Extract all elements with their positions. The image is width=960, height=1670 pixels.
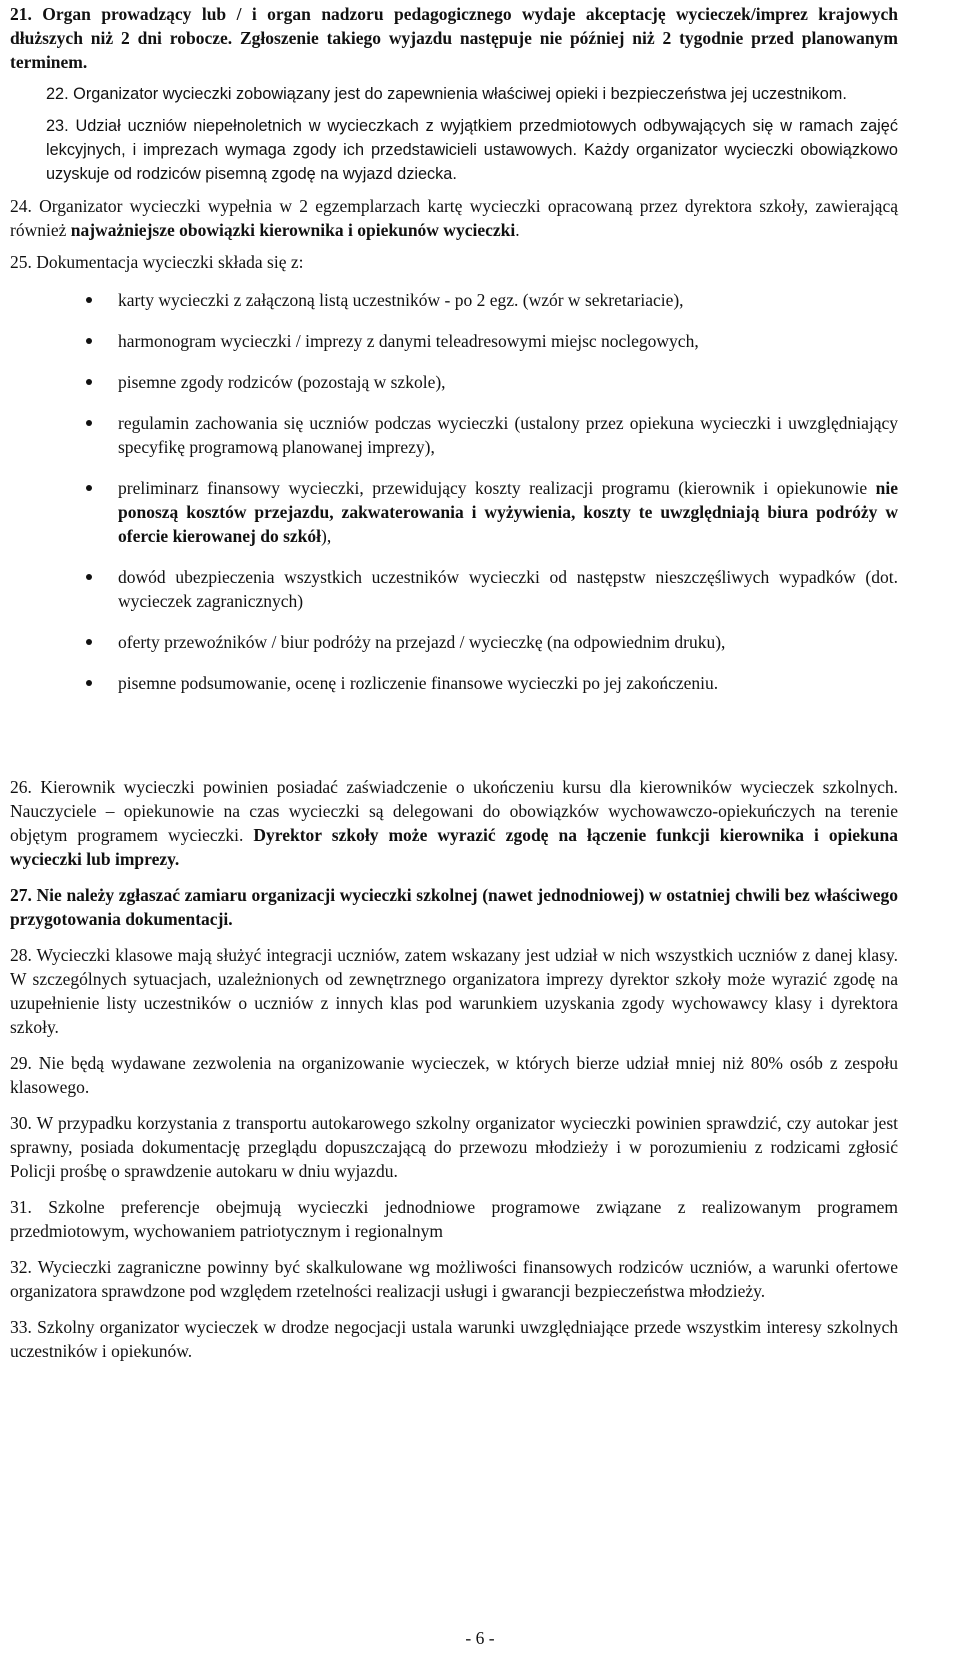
- bullet-icon: [86, 379, 92, 385]
- bullet-icon: [86, 338, 92, 344]
- paragraph-32: 32. Wycieczki zagraniczne powinny być skalkulowane wg możliwości finansowych rodziców uczniów, a warunki ofertowe organizatora sprawdzone pod względem rzetelności realizacji usługi i gwarancji bezpieczeństwa młodzieży.: [10, 1257, 898, 1301]
- bullet-icon: [86, 485, 92, 491]
- list-item-bold: nie ponoszą kosztów przejazdu, zakwaterowania i wyżywienia, koszty te uwzględniają biura podróży w ofercie kierowanej do szkół: [118, 478, 898, 546]
- paragraph-22: 22. Organizator wycieczki zobowiązany jest do zapewnienia właściwej opieki i bezpieczeństwa jej uczestnikom.: [46, 85, 847, 103]
- paragraph-21: 21. Organ prowadzący lub / i organ nadzoru pedagogicznego wydaje akceptację wycieczek/imprez krajowych dłuższych niż 2 dni robocze. Zgłoszenie takiego wyjazdu następuje nie później niż 2 tygodnie przed planowanym terminem.: [10, 4, 898, 72]
- paragraph-24-end: .: [515, 220, 520, 240]
- paragraph-31: 31. Szkolne preferencje obejmują wycieczki jednodniowe programowe związane z realizowanym programem przedmiotowym, wychowaniem patriotycznym i regionalnym: [10, 1197, 898, 1241]
- bullet-icon: [86, 639, 92, 645]
- paragraph-24-bold: najważniejsze obowiązki kierownika i opiekunów wycieczki: [70, 220, 516, 240]
- paragraph-28: 28. Wycieczki klasowe mają służyć integracji uczniów, zatem wskazany jest udział w nich wszystkich uczniów z danej klasy. W szczególnych sytuacjach, uzależnionych od zewnętrznego organizatora imprezy dyrektor szkoły może wyrazić zgodę na uzupełnienie listy uczestników o uczniów z innych klas pod warunkiem uzyskania zgody wychowawcy klasy i dyrektora szkoły.: [10, 945, 898, 1037]
- paragraph-29: 29. Nie będą wydawane zezwolenia na organizowanie wycieczek, w których bierze udział mniej niż 80% osób z zespołu klasowego.: [10, 1053, 898, 1097]
- list-item: [10, 370, 898, 394]
- list-item: [10, 565, 898, 613]
- list-item: [10, 671, 898, 695]
- list-item-text: oferty przewoźników / biur podróży na przejazd / wycieczkę (na odpowiednim druku),: [118, 632, 726, 652]
- bullet-icon: [86, 420, 92, 426]
- paragraph-33: 33. Szkolny organizator wycieczek w drodze negocjacji ustala warunki uwzględniające przede wszystkim interesy szkolnych uczestników i opiekunów.: [10, 1317, 898, 1361]
- list-item-text: pisemne podsumowanie, ocenę i rozliczenie finansowe wycieczki po jej zakończeniu.: [118, 673, 719, 693]
- list-item: [10, 630, 898, 654]
- bullet-icon: [86, 680, 92, 686]
- list-item-text: pisemne zgody rodziców (pozostają w szkole),: [118, 372, 446, 392]
- list-item-text: harmonogram wycieczki / imprezy z danymi teleadresowymi miejsc noclegowych,: [118, 331, 699, 351]
- paragraph-26-bold: Dyrektor szkoły może wyrazić zgodę na łączenie funkcji kierownika i opiekuna wycieczki lub imprezy.: [10, 825, 898, 869]
- list-item-text: preliminarz finansowy wycieczki, przewidujący koszty realizacji programu (kierownik i opiekunowie: [118, 478, 876, 498]
- list-item: [10, 411, 898, 459]
- list-item-text: dowód ubezpieczenia wszystkich uczestników wycieczki od następstw nieszczęśliwych wypadków (dot. wycieczek zagranicznych): [118, 567, 898, 611]
- bullet-icon: [86, 574, 92, 580]
- documentation-list: [10, 288, 898, 695]
- list-item: [10, 476, 898, 548]
- list-item: [10, 288, 898, 312]
- paragraph-27: 27. Nie należy zgłaszać zamiaru organizacji wycieczki szkolnej (nawet jednodniowej) w ostatniej chwili bez właściwego przygotowania dokumentacji.: [10, 885, 898, 929]
- paragraph-24-text: 24. Organizator wycieczki wypełnia w 2 egzemplarzach kartę wycieczki opracowaną przez dyrektora szkoły, zawierającą również: [10, 196, 898, 240]
- list-item-text: karty wycieczki z załączoną listą uczestników - po 2 egz. (wzór w sekretariacie),: [118, 290, 684, 310]
- paragraph-26-text: 26. Kierownik wycieczki powinien posiadać zaświadczenie o ukończeniu kursu dla kierowników wycieczek szkolnych. Nauczyciele – opiekunowie na czas wycieczki są delegowani do obowiązków wychowawczo-opiekuńczych na terenie objętym programem wycieczki.: [10, 777, 898, 845]
- list-item: [10, 329, 898, 353]
- list-item-text: regulamin zachowania się uczniów podczas wycieczki (ustalony przez opiekuna wycieczki i uwzględniający specyfikę programową planowanej imprezy),: [118, 413, 898, 457]
- paragraph-30: 30. W przypadku korzystania z transportu autokarowego szkolny organizator wycieczki powinien sprawdzić, czy autokar jest sprawny, posiada dokumentację przeglądu dopuszczającą do przewozu młodzieży i w porozumieniu z rodzicami zgłosić Policji prośbę o sprawdzenie autokaru w dniu wyjazdu.: [10, 1113, 898, 1181]
- page-number: - 6 -: [465, 1628, 495, 1648]
- list-item-end: ),: [321, 526, 332, 546]
- paragraph-26: [10, 775, 898, 871]
- document-page: [10, 2, 898, 1363]
- paragraph-23: 23. Udział uczniów niepełnoletnich w wycieczkach z wyjątkiem przedmiotowych odbywających się w ramach zajęć lekcyjnych, i imprezach wymaga zgody ich przedstawicieli ustawowych. Każdy organizator wycieczki obowiązkowo uzyskuje od rodziców pisemną zgodę na wyjazd dziecka.: [46, 117, 898, 183]
- bullet-icon: [86, 297, 92, 303]
- paragraph-25-intro: 25. Dokumentacja wycieczki składa się z:: [10, 252, 304, 272]
- paragraph-24: [10, 194, 898, 242]
